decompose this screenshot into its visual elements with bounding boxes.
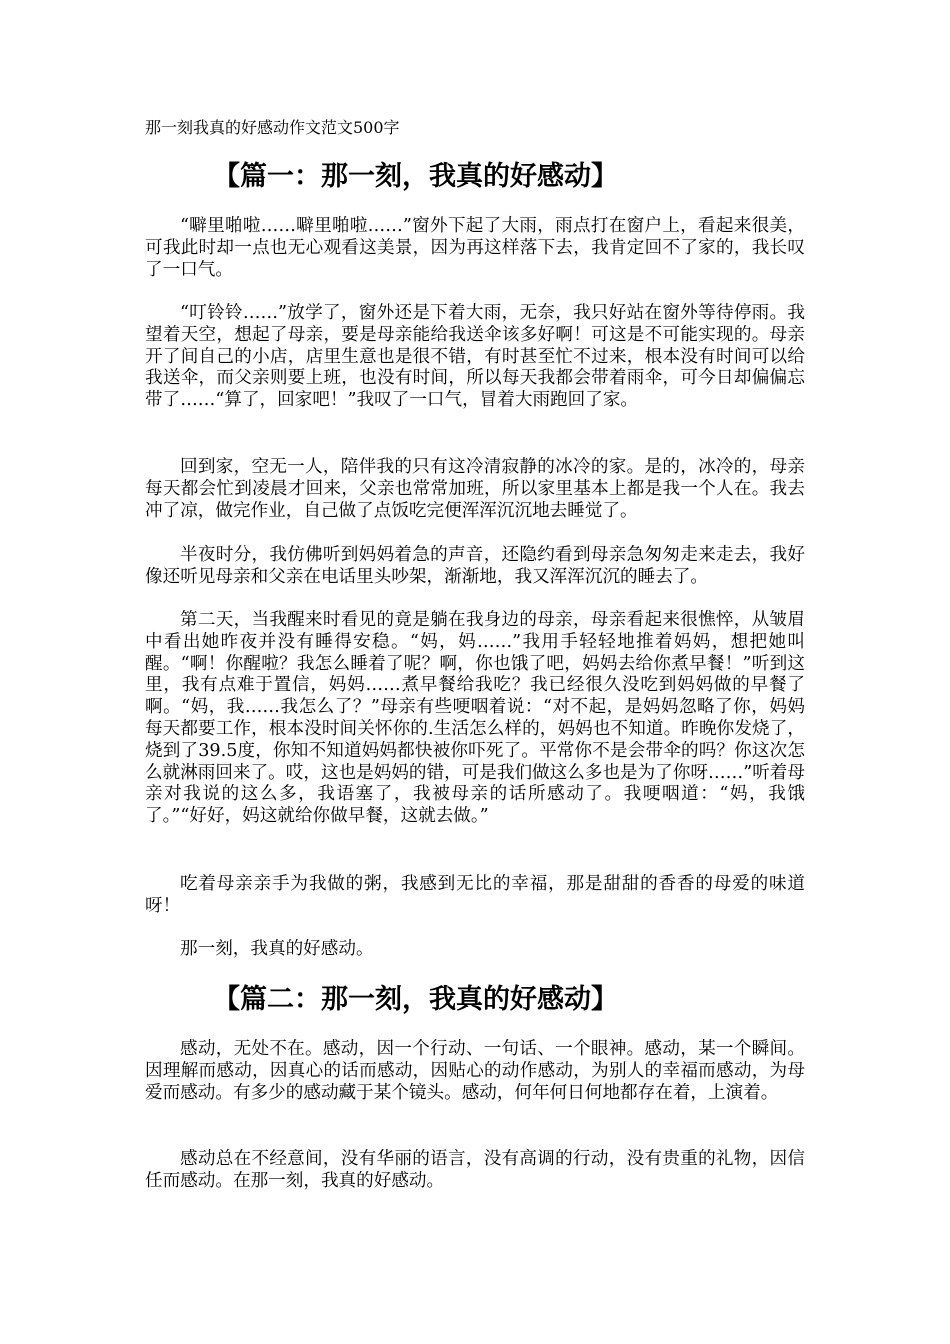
section-2-paragraph-1: 感动，无处不在。感动，因一个行动、一句话、一个眼神。感动，某一个瞬间。因理解而感动，因真心的话而感动，因贴心的动作感动，为别人的幸福而感动，为母爱而感动。有多少的感动藏于某个镜头。感动，何年何日何地都存在着，上演着。 (145, 1039, 805, 1103)
section-1-paragraph-4: 半夜时分，我仿佛听到妈妈着急的声音，还隐约看到母亲急匆匆走来走去，我好像还听见母亲和父亲在电话里头吵架，渐渐地，我又浑浑沉沉的睡去了。 (145, 545, 805, 587)
section-1-paragraph-7: 那一刻，我真的好感动。 (180, 939, 374, 959)
section-2-paragraph-2: 感动总在不经意间，没有华丽的语言，没有高调的行动，没有贵重的礼物，因信任而感动。在那一刻，我真的好感动。 (145, 1149, 805, 1191)
section-1-paragraph-6: 吃着母亲亲手为我做的粥，我感到无比的幸福，那是甜甜的香香的母爱的味道呀！ (145, 874, 805, 916)
document-title: 那一刻我真的好感动作文范文500字 (145, 118, 400, 137)
section-1-paragraph-2: “叮铃铃……”放学了，窗外还是下着大雨，无奈，我只好站在窗外等待停雨。我望着天空，想起了母亲，要是母亲能给我送伞该多好啊！可这是不可能实现的。母亲开了间自己的小店，店里生意也是很不错，有时甚至忙不过来，根本没有时间可以给我送伞，而父亲则要上班，也没有时间，所以每天我都会带着雨伞，可今日却偏偏忘带了……“算了，回家吧！”我叹了一口气，冒着大雨跑回了家。 (145, 303, 805, 411)
section-1-paragraph-1: “噼里啪啦……噼里啪啦……”窗外下起了大雨，雨点打在窗户上，看起来很美，可我此时却一点也无心观看这美景，因为再这样落下去，我肯定回不了家的，我长叹了一口气。 (145, 216, 805, 280)
section-2-heading: 【篇二：那一刻，我真的好感动】 (213, 984, 618, 1015)
section-1-paragraph-3: 回到家，空无一人，陪伴我的只有这冷清寂静的冰冷的家。是的，冰冷的，母亲每天都会忙到凌晨才回来，父亲也常常加班，所以家里基本上都是我一个人在。我去冲了凉，做完作业，自己做了点饭吃完便浑浑沉沉地去睡觉了。 (145, 457, 805, 521)
section-1-heading: 【篇一：那一刻，我真的好感动】 (213, 161, 618, 192)
section-1-paragraph-5: 第二天，当我醒来时看见的竟是躺在我身边的母亲，母亲看起来很憔悴，从皱眉中看出她昨夜并没有睡得安稳。“妈，妈……”我用手轻轻地推着妈妈，想把她叫醒。“啊！你醒啦？我怎么睡着了呢？啊，你也饿了吧，妈妈去给你煮早餐！”听到这里，我有点难于置信，妈妈……煮早餐给我吃？我已经很久没吃到妈妈做的早餐了啊。“妈，我……我怎么了？”母亲有些哽咽着说：“对不起，是妈妈忽略了你，妈妈每天都要工作，根本没时间关怀你的.生活怎么样的，妈妈也不知道。昨晚你发烧了，烧到了39.5度，你知不知道妈妈都快被你吓死了。平常你不是会带伞的吗？你这次怎么就淋雨回来了。哎，这也是妈妈的错，可是我们做这么多也是为了你呀……”听着母亲对我说的这么多，我语塞了，我被母亲的话所感动了。我哽咽道：“妈，我饿了。”“好好，妈这就给你做早餐，这就去做。” (145, 610, 805, 827)
